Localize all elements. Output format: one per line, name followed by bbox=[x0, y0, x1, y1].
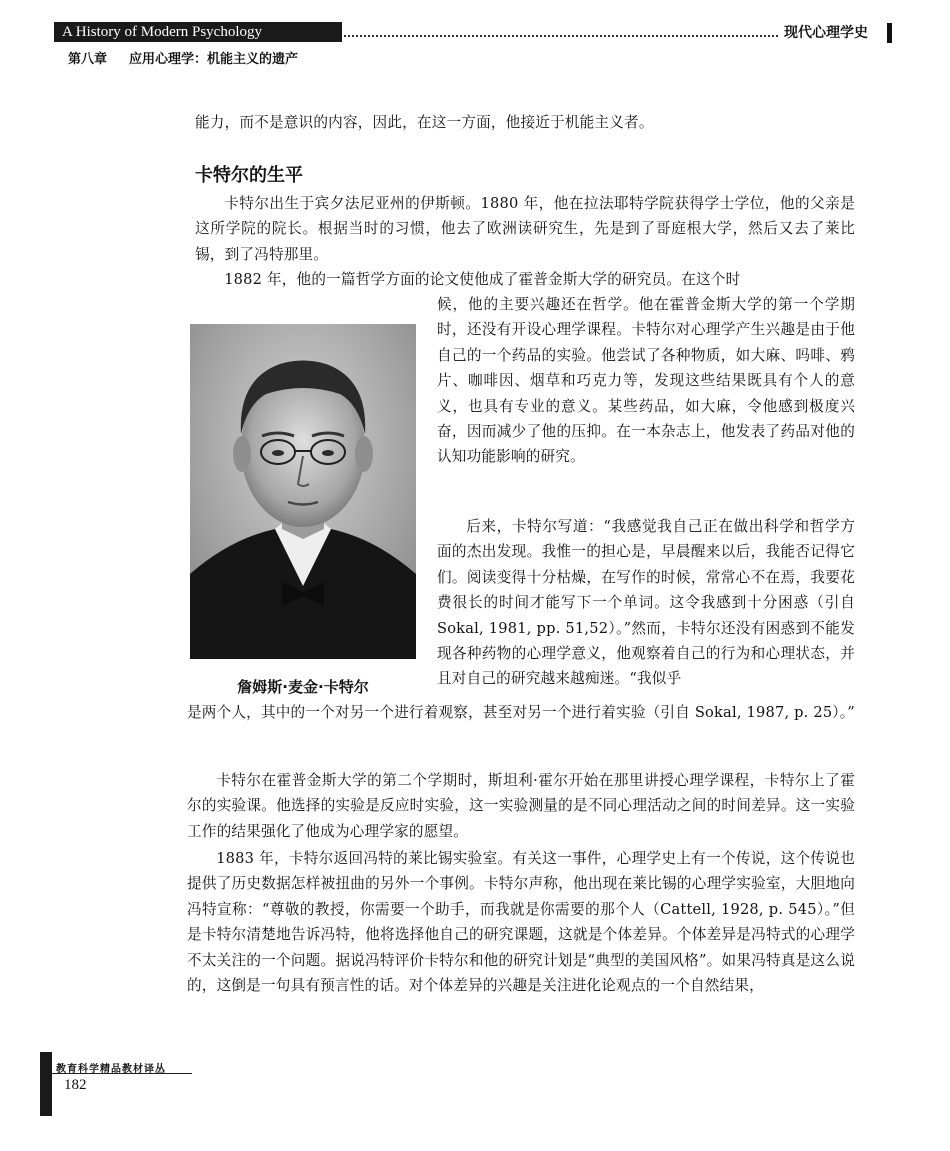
paragraph-birth: 卡特尔出生于宾夕法尼亚州的伊斯顿。1880 年，他在拉法耶特学院获得学士学位，他的父亲是这所学院的院长。根据当时的习惯，他去了欧洲读研究生，先是到了哥庭根大学，然后又去了莱比锡，到了冯特那里。 bbox=[195, 195, 855, 263]
portrait-photo bbox=[190, 324, 416, 659]
paragraph-later-continued: 是两个人，其中的一个对另一个进行着观察，甚至对另一个进行着实验（引自 Sokal, 1987, p. 25）。” bbox=[187, 704, 855, 721]
running-header-english: A History of Modern Psychology bbox=[54, 22, 342, 42]
portrait-caption: 詹姆斯·麦金·卡特尔 bbox=[237, 678, 369, 696]
book-series-label: 教育科学精品教材译丛 bbox=[56, 1064, 166, 1075]
paragraph-1883: 1883 年，卡特尔返回冯特的莱比锡实验室。有关这一事件，心理学史上有一个传说，这个传说也提供了历史数据怎样被扭曲的另外一个事例。卡特尔声称，他出现在莱比锡的心理学实验室，大胆地向冯特宣称：“尊敬的教授，你需要一个助手，而我就是你需要的那个人（Cattell, 1928, p. 545）。”但是卡特尔清楚地告诉冯特，他将选择他自己的研究课题，这就是个体差异。个体差异是冯特式的心理学不太关注的一个问题。据说冯特评价卡特尔和他的研究计划是“典型的美国风格”。如果冯特真是这么说的，这倒是一句具有预言性的话。对个体差异的兴趣是关注进化论观点的一个自然结果， bbox=[187, 850, 855, 995]
chapter-heading bbox=[68, 48, 298, 67]
portrait-illustration bbox=[190, 324, 416, 659]
page-number: 182 bbox=[64, 1077, 87, 1093]
paragraph-later-side: 后来，卡特尔写道：“我感觉我自己正在做出科学和哲学方面的杰出发现。我惟一的担心是，早晨醒来以后，我能否记得它们。阅读变得十分枯燥，在写作的时候，常常心不在焉，我要花费很长的时间才能写下一个单词。这令我感到十分困惑（引自 Sokal, 1981, pp. 51,52）。”然而，卡特尔还没有困惑到不能发现各种药物的心理学意义，他观察着自己的行为和心理状态，并且对自己的研究越来越痴迷。“我似乎 bbox=[437, 518, 855, 688]
paragraph-second-semester: 卡特尔在霍普金斯大学的第二个学期时，斯坦利·霍尔开始在那里讲授心理学课程，卡特尔上了霍尔的实验课。他选择的实验是反应时实验，这一实验测量的是不同心理活动之间的时间差异。这一实验工作的结果强化了他成为心理学家的愿望。 bbox=[187, 772, 855, 840]
chapter-title: 应用心理学：机能主义的遗产 bbox=[129, 52, 299, 67]
paragraph-1882-first-line: 1882 年，他的一篇哲学方面的论文使他成了霍普金斯大学的研究员。在这个时 bbox=[224, 271, 741, 288]
footer-bar bbox=[40, 1052, 52, 1116]
running-header-chinese: 现代心理学史 bbox=[780, 23, 892, 43]
footer-rule bbox=[52, 1073, 192, 1074]
header-dotted-rule bbox=[344, 35, 778, 37]
section-title: 卡特尔的生平 bbox=[195, 165, 303, 186]
paragraph-intro: 能力，而不是意识的内容，因此，在这一方面，他接近于机能主义者。 bbox=[195, 114, 654, 131]
paragraph-1882-rest: 候，他的主要兴趣还在哲学。他在霍普金斯大学的第一个学期时，还没有开设心理学课程。卡特尔对心理学产生兴趣是由于他自己的一个药品的实验。他尝试了各种物质，如大麻、吗啡、鸦片、咖啡因、烟草和巧克力等，发现这些结果既具有个人的意义，也具有专业的意义。某些药品，如大麻，令他感到极度兴奋，因而减少了他的压抑。在一本杂志上，他发表了药品对他的认知功能影响的研究。 bbox=[437, 296, 855, 466]
chapter-number: 第八章 bbox=[68, 52, 108, 67]
